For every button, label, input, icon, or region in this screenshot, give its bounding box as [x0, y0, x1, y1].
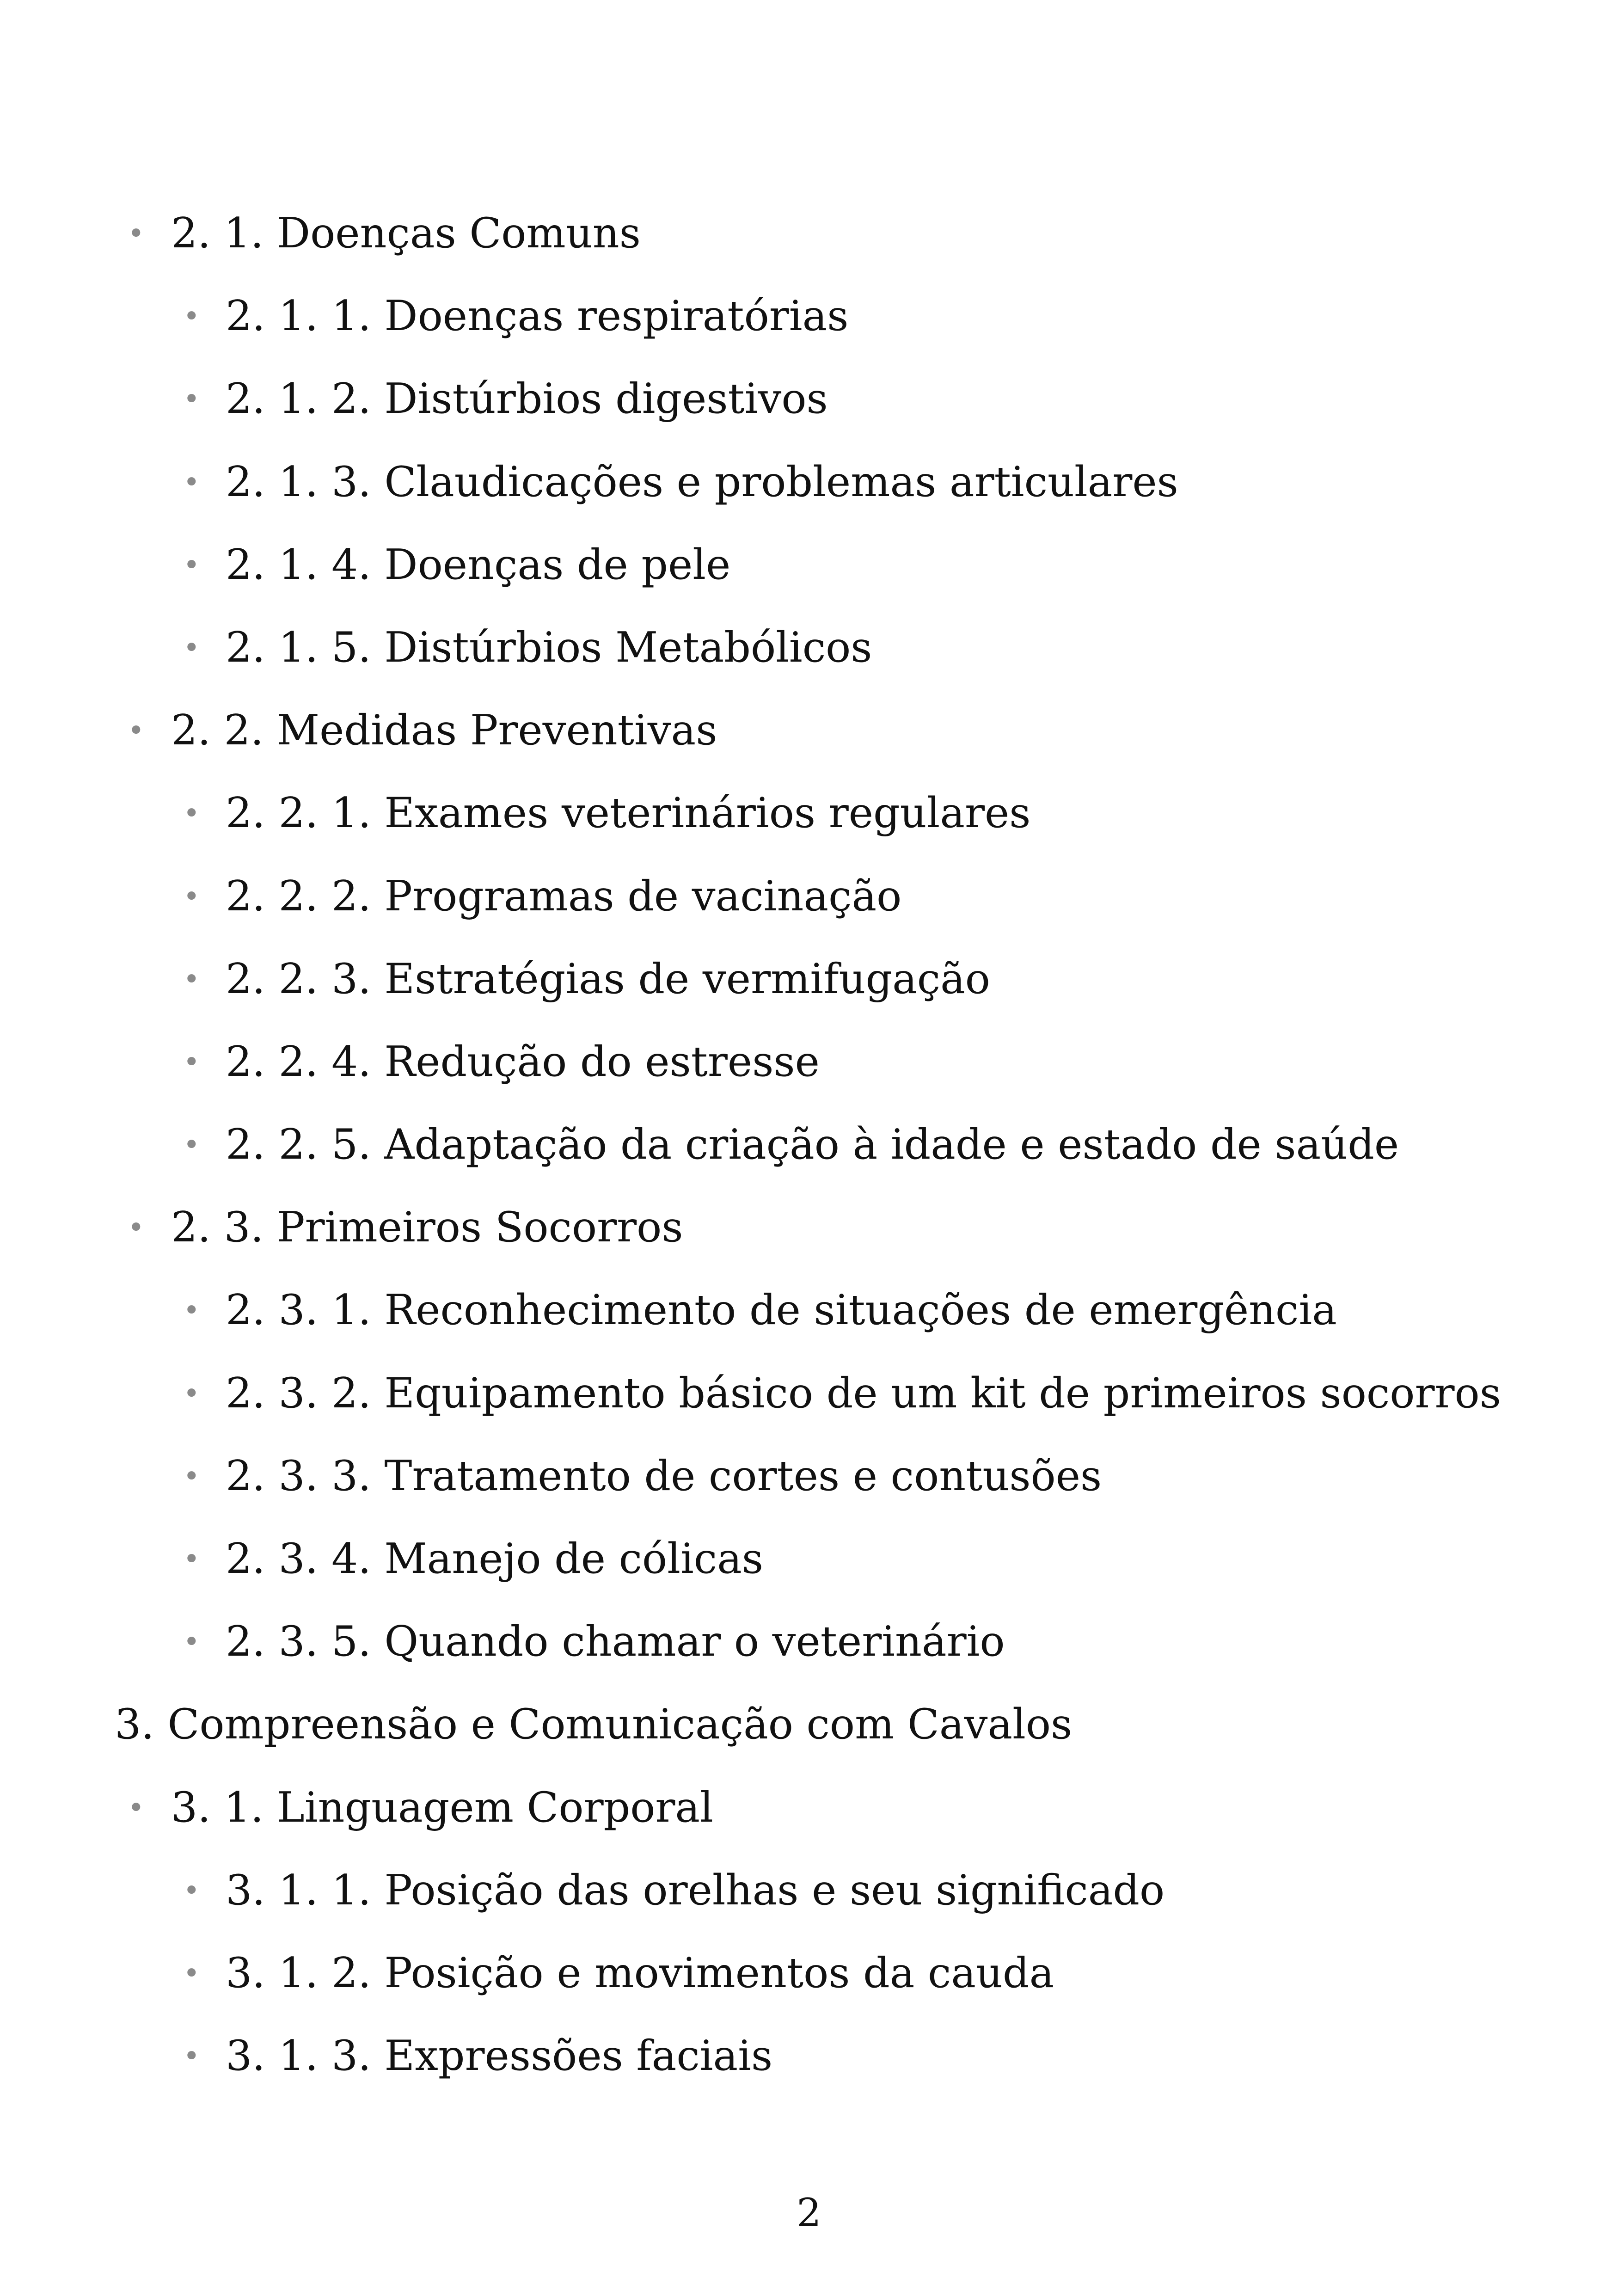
toc-entry [0, 2014, 1618, 2097]
toc-chapter-entry [0, 1683, 1618, 1766]
toc-entry [0, 523, 1618, 606]
table-of-contents [0, 192, 1618, 2097]
toc-entry [0, 689, 1618, 772]
bullet-icon: • [183, 382, 200, 416]
toc-entry-text: 3. 1. 2. Posição e movimentos da cauda [226, 1948, 1054, 1997]
toc-entry-text: 2. 3. 4. Manejo de cólicas [226, 1535, 764, 1583]
toc-entry-text: 3. Compreensão e Comunicação com Cavalos [115, 1700, 1073, 1749]
bullet-icon: • [183, 1542, 200, 1576]
toc-entry [0, 1600, 1618, 1683]
toc-entry [0, 275, 1618, 357]
toc-entry-text: 3. 1. 1. Posição das orelhas e seu significado [226, 1866, 1165, 1915]
bullet-icon: • [128, 1210, 145, 1245]
toc-entry-text: 2. 2. 1. Exames veterinários regulares [226, 789, 1031, 838]
toc-entry [0, 1932, 1618, 2014]
bullet-icon: • [183, 465, 200, 499]
toc-entry [0, 855, 1618, 938]
toc-entry-text: 2. 1. 1. Doenças respiratórias [226, 292, 849, 341]
toc-entry [0, 1103, 1618, 1186]
toc-entry-text: 2. 3. Primeiros Socorros [171, 1203, 683, 1252]
bullet-icon: • [183, 1044, 200, 1079]
bullet-icon: • [183, 1625, 200, 1659]
toc-entry-text: 2. 2. 2. Programas de vacinação [226, 872, 902, 921]
toc-entry-text: 2. 2. 3. Estratégias de vermifugação [226, 954, 990, 1003]
toc-entry-text: 2. 3. 2. Equipamento básico de um kit de primeiros socorros [226, 1369, 1501, 1418]
toc-entry [0, 1352, 1618, 1435]
bullet-icon: • [183, 1376, 200, 1410]
toc-entry-text: 3. 1. Linguagem Corporal [171, 1783, 713, 1832]
toc-entry [0, 1766, 1618, 1849]
toc-entry [0, 1186, 1618, 1269]
bullet-icon: • [183, 796, 200, 830]
toc-entry-text: 2. 1. Doenças Comuns [171, 209, 641, 258]
bullet-icon: • [183, 1956, 200, 1990]
bullet-icon: • [183, 1873, 200, 1907]
bullet-icon: • [183, 299, 200, 333]
toc-entry [0, 772, 1618, 854]
toc-entry-text: 2. 3. 3. Tratamento de cortes e contusões [226, 1451, 1102, 1500]
bullet-icon: • [183, 547, 200, 582]
toc-entry-text: 2. 1. 3. Claudicações e problemas articulares [226, 457, 1178, 506]
toc-entry-text: 3. 1. 3. Expressões faciais [226, 2032, 773, 2081]
toc-entry [0, 1517, 1618, 1600]
toc-entry-text: 2. 2. 4. Redução do estresse [226, 1037, 820, 1086]
toc-entry-text: 2. 3. 5. Quando chamar o veterinário [226, 1617, 1005, 1666]
bullet-icon: • [183, 2039, 200, 2073]
bullet-icon: • [128, 1790, 145, 1824]
bullet-icon: • [183, 962, 200, 996]
bullet-icon: • [183, 1459, 200, 1493]
bullet-icon: • [183, 879, 200, 913]
toc-entry [0, 938, 1618, 1020]
bullet-icon: • [128, 216, 145, 250]
toc-entry [0, 1020, 1618, 1103]
toc-entry [0, 1269, 1618, 1351]
toc-entry [0, 1435, 1618, 1517]
toc-entry [0, 192, 1618, 275]
toc-entry-text: 2. 3. 1. Reconhecimento de situações de emergência [226, 1286, 1337, 1335]
toc-entry-text: 2. 2. 5. Adaptação da criação à idade e estado de saúde [226, 1120, 1399, 1169]
toc-entry-text: 2. 1. 4. Doenças de pele [226, 540, 731, 589]
bullet-icon: • [128, 713, 145, 748]
toc-entry-text: 2. 1. 5. Distúrbios Metabólicos [226, 623, 872, 672]
bullet-icon: • [183, 630, 200, 664]
toc-entry-text: 2. 2. Medidas Preventivas [171, 706, 717, 755]
toc-entry [0, 1849, 1618, 1932]
bullet-icon: • [183, 1293, 200, 1327]
toc-entry [0, 357, 1618, 440]
toc-entry [0, 441, 1618, 523]
page-number: 2 [797, 2190, 821, 2235]
toc-entry [0, 606, 1618, 689]
toc-entry-text: 2. 1. 2. Distúrbios digestivos [226, 374, 828, 424]
bullet-icon: • [183, 1128, 200, 1162]
